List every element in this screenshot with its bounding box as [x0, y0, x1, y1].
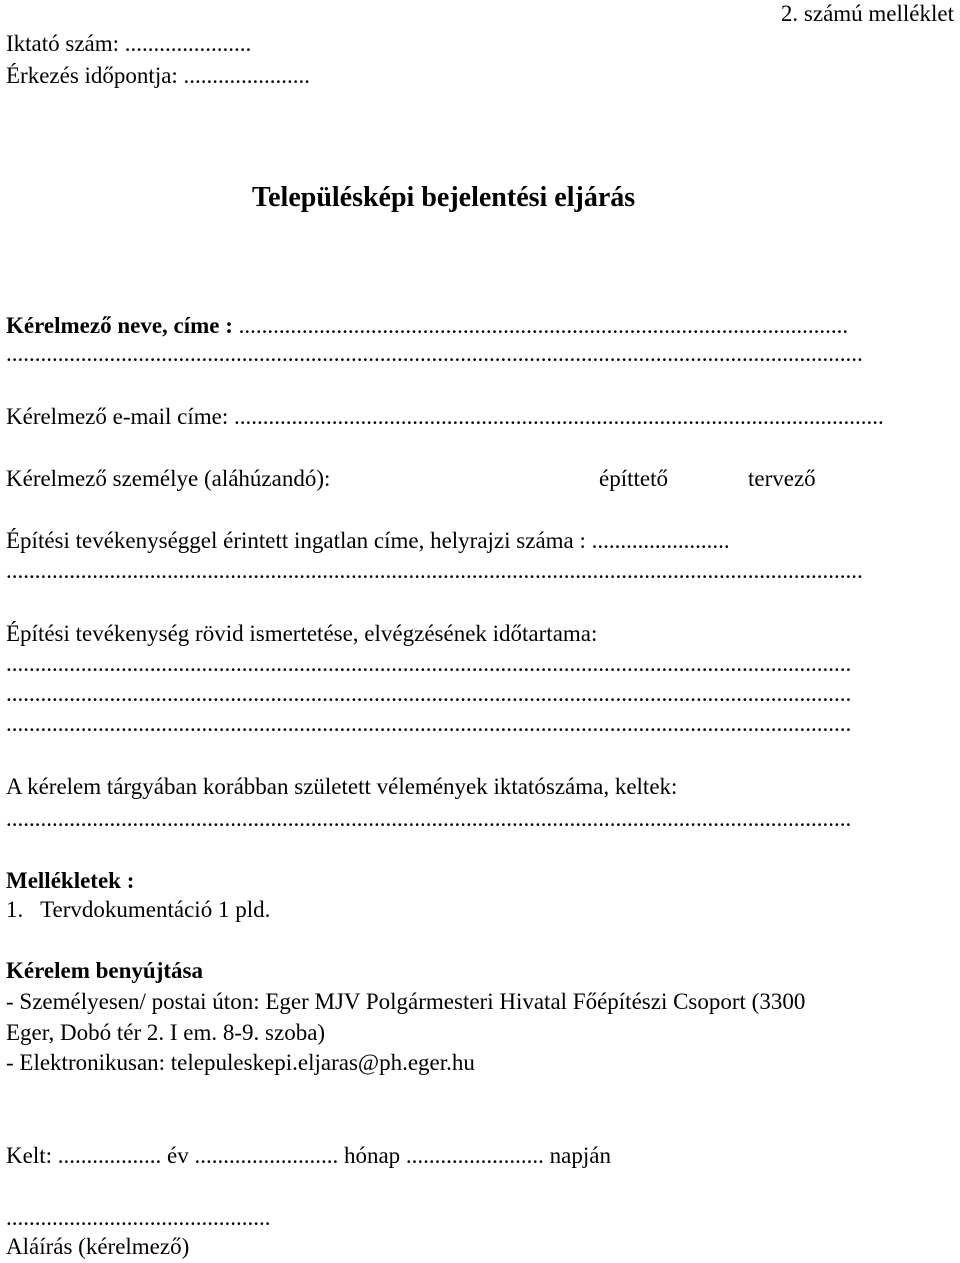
prior-opinions-label: A kérelem tárgyában korábban született vélemények iktatószáma, keltek:: [6, 774, 678, 799]
role-option-designer: tervező: [748, 466, 816, 491]
activity-description-label: Építési tevékenység rövid ismertetése, elvégzésének időtartama:: [6, 621, 598, 646]
applicant-name-address-dots-line: .....................................................................................................................................................: [6, 341, 863, 366]
submission-label: Kérelem benyújtása: [6, 958, 203, 983]
role-option-builder: építtető: [599, 466, 668, 491]
applicant-email-dots: .................................................................................................................: [233, 404, 884, 429]
registration-number-field: Iktató szám: ......................: [6, 31, 252, 56]
applicant-name-address-row: [6, 312, 848, 340]
property-address-label: Építési tevékenységgel érintett ingatlan címe, helyrajzi száma :: [6, 528, 586, 553]
property-address-dots-line: .....................................................................................................................................................: [6, 558, 863, 583]
prior-opinions-dots-line: ...................................................................................................................................................: [6, 806, 852, 831]
applicant-name-address-dots: ..........................................................................................................: [238, 313, 849, 338]
applicant-name-address-label: Kérelmező neve, címe :: [6, 313, 233, 338]
applicant-email-label: Kérelmező e-mail címe:: [6, 404, 229, 429]
signature-label: Aláírás (kérelmező): [6, 1234, 190, 1259]
activity-dots-line-2: ...................................................................................................................................................: [6, 681, 852, 706]
date-line: Kelt: .................. év ......................... hónap ........................ napján: [6, 1143, 611, 1168]
submission-address-line: Eger, Dobó tér 2. I em. 8-9. szoba): [6, 1020, 326, 1045]
arrival-time-field: Érkezés időpontja: ......................: [6, 63, 311, 88]
submission-in-person-line: - Személyesen/ postai úton: Eger MJV Polgármesteri Hivatal Főépítészi Csoport (3300: [6, 989, 806, 1014]
applicant-email-row: [6, 403, 884, 431]
signature-dots-line: ..............................................: [6, 1205, 271, 1230]
page-title: Településképi bejelentési eljárás: [252, 182, 636, 213]
submission-electronic-line: - Elektronikusan: telepuleskepi.eljaras@ph.eger.hu: [6, 1050, 475, 1075]
attachments-label: Mellékletek :: [6, 868, 135, 893]
activity-dots-line-1: ...................................................................................................................................................: [6, 651, 852, 676]
attachment-item: 1. Tervdokumentáció 1 pld.: [6, 897, 271, 922]
activity-dots-line-3: ...................................................................................................................................................: [6, 711, 852, 736]
applicant-role-label: Kérelmező személye (aláhúzandó):: [6, 466, 331, 491]
property-address-row: [6, 527, 730, 555]
annex-label: 2. számú melléklet: [780, 1, 954, 26]
property-address-dots: ........................: [591, 528, 730, 553]
